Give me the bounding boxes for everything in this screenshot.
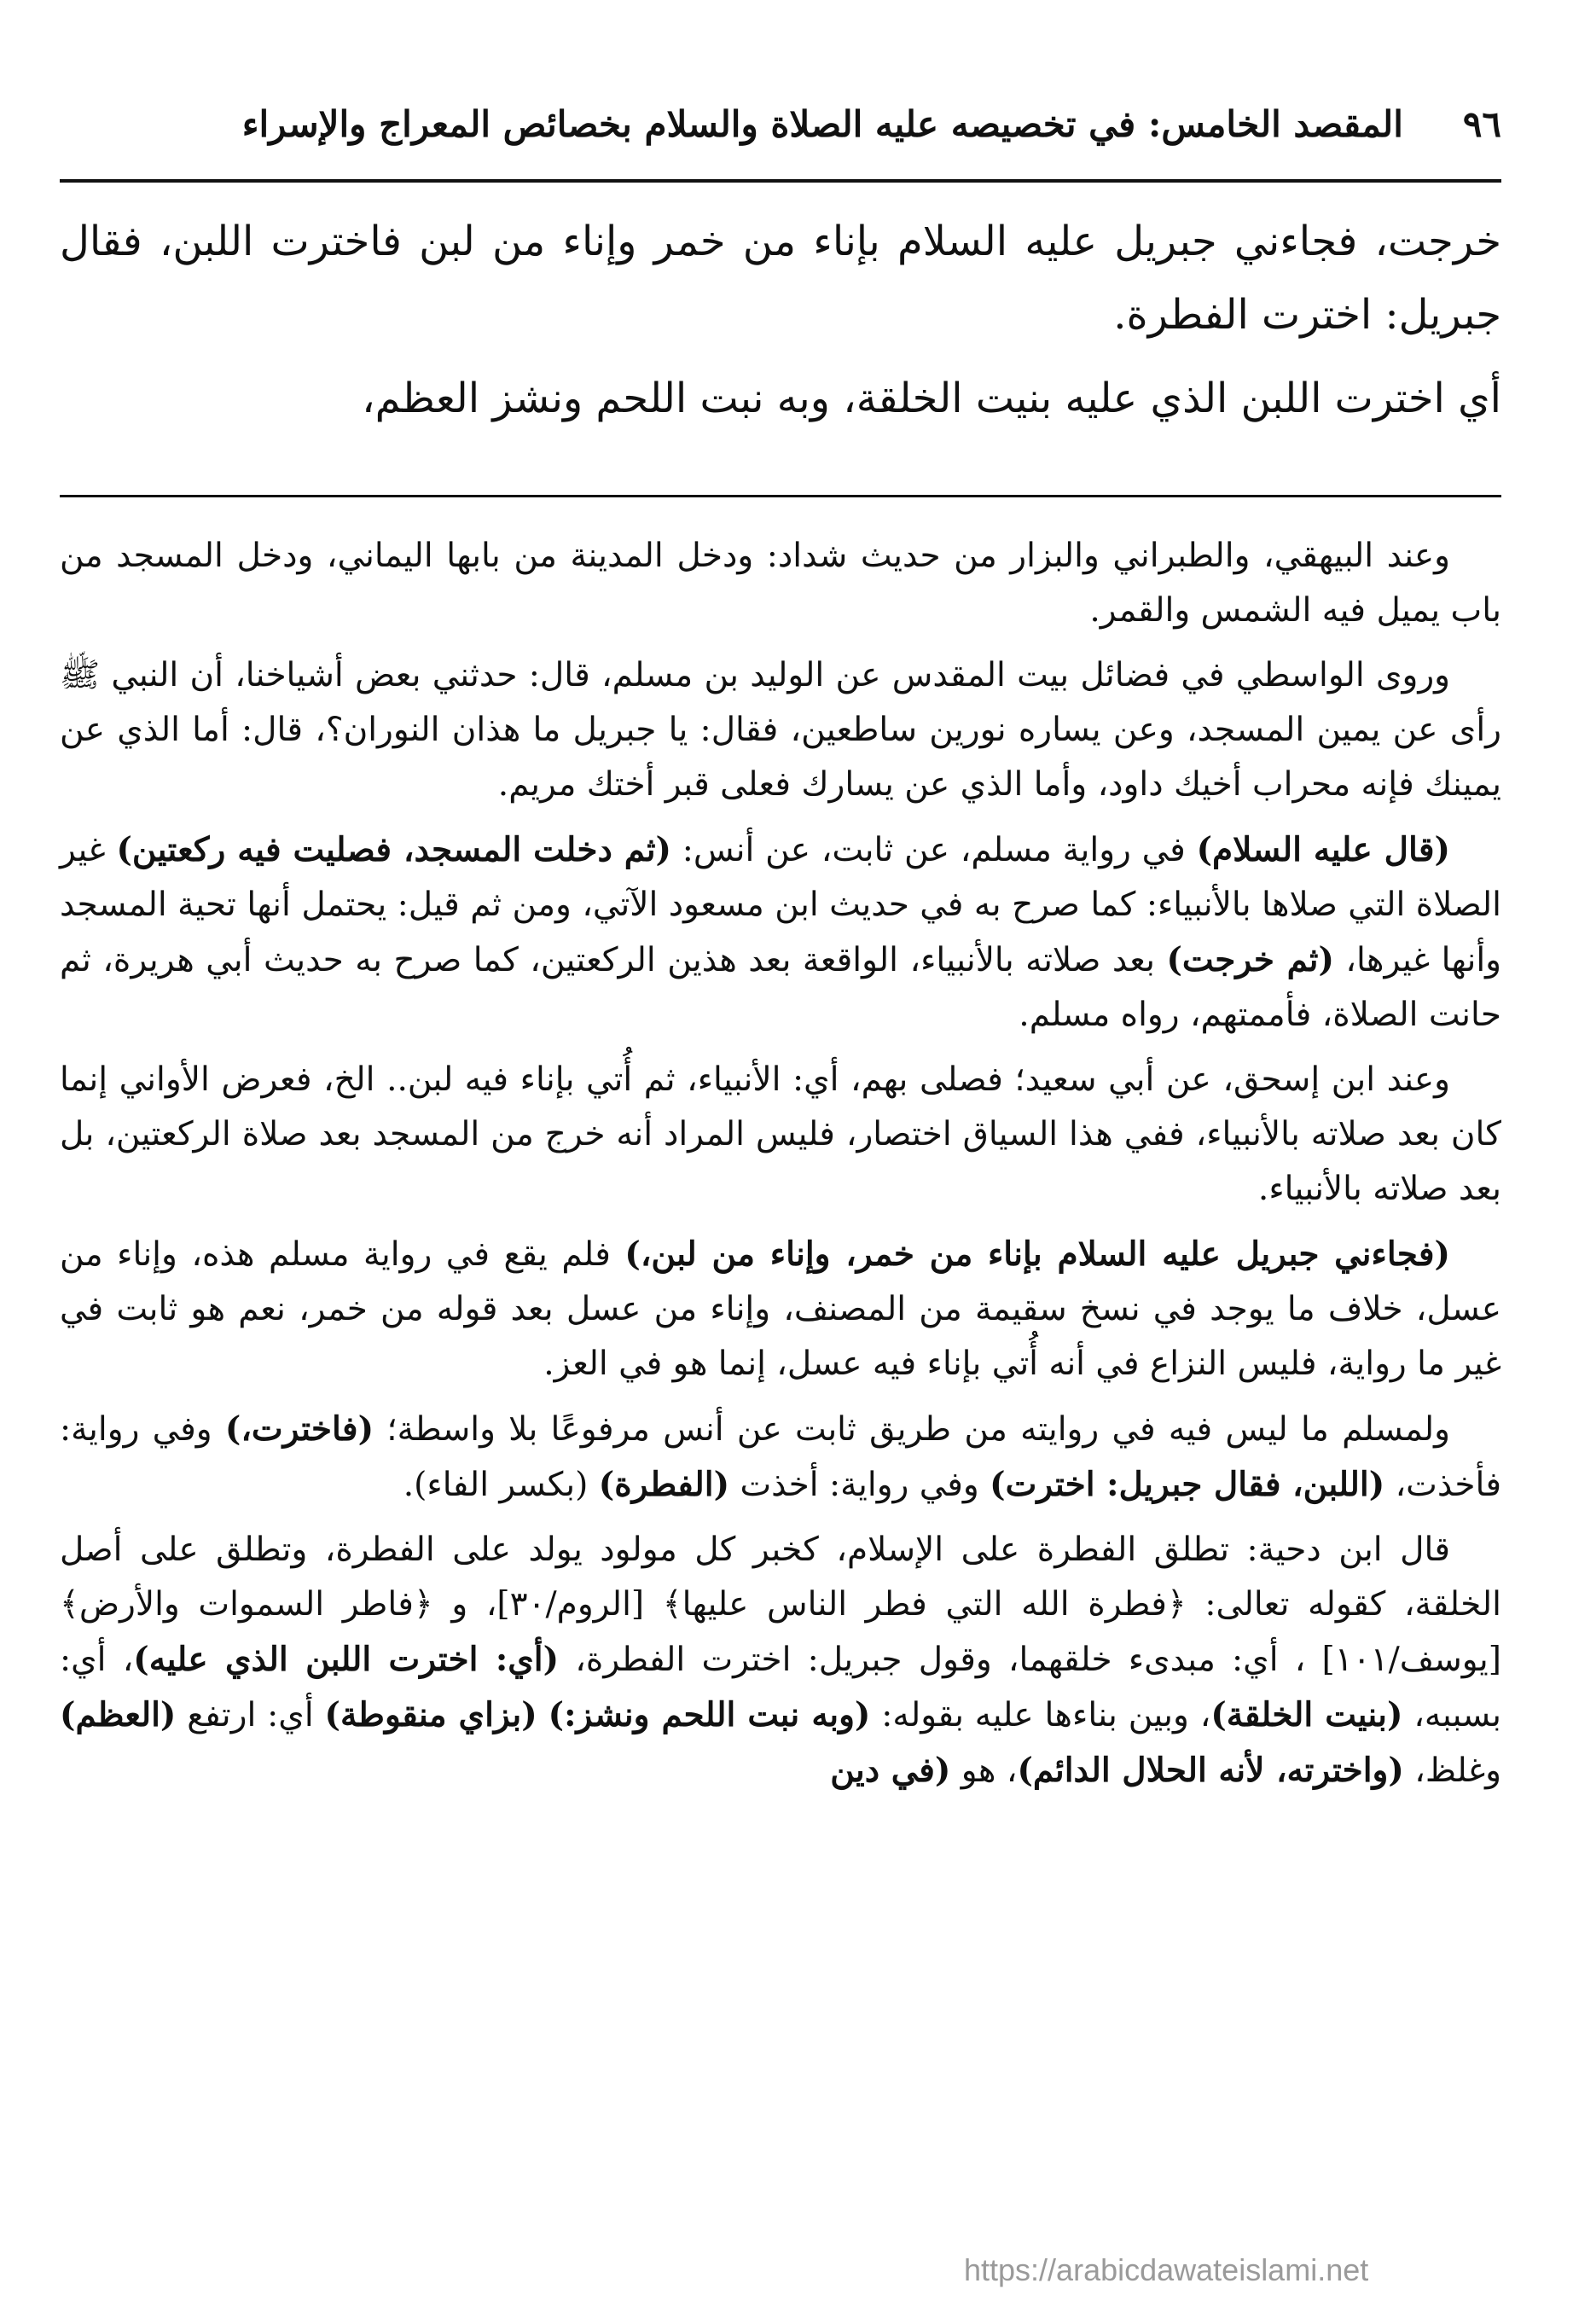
quoted-text: (فاخترت،) xyxy=(224,1409,374,1449)
quoted-text: (بنيت الخلقة) xyxy=(1210,1695,1403,1734)
quoted-text: (في دين xyxy=(830,1751,951,1790)
commentary-text: ، هو xyxy=(950,1752,1018,1790)
page-number: ٩٦ xyxy=(1462,102,1501,145)
source-watermark: https://arabicdawateislami.net xyxy=(964,2252,1369,2287)
quoted-text: (اللبن، فقال جبريل: اخترت) xyxy=(990,1465,1385,1504)
commentary-text: غير الصلاة التي صلاها بالأنبياء: كما صرح به في حديث ابن مسعود الآتي، ومن ثم قيل: يحتمل أنها تحية المسجد وأنها غيرها، xyxy=(60,831,1502,979)
commentary-text xyxy=(537,1696,549,1734)
commentary-text: ، أي: بسببه، xyxy=(60,1641,1502,1734)
quoted-text: (ثم دخلت المسجد، فصليت فيه ركعتين) xyxy=(116,830,672,869)
quoted-text: (واخترته، لأنه الحلال الدائم) xyxy=(1017,1751,1404,1790)
running-title: المقصد الخامس: في تخصيصه عليه الصلاة والسلام بخصائص المعراج والإسراء xyxy=(241,102,1403,145)
commentary-text: وفي رواية: أخذت xyxy=(729,1466,990,1504)
commentary-text: بعد صلاته بالأنبياء، الواقعة بعد هذين الركعتين، كما صرح به حديث أبي هريرة، ثم حانت الصلاة، فأممتهم، رواه مسلم. xyxy=(60,941,1501,1034)
quoted-text: (أي: اخترت اللبن الذي عليه) xyxy=(133,1640,560,1679)
commentary-text: أي: ارتفع xyxy=(176,1696,325,1734)
page-header xyxy=(60,77,1501,171)
commentary-text: وغلظ، xyxy=(1403,1752,1501,1790)
quoted-text: (العظم) xyxy=(60,1695,177,1734)
commentary xyxy=(60,529,1501,1809)
commentary-paragraph xyxy=(60,1227,1501,1391)
commentary-paragraph: وروى الواسطي في فضائل بيت المقدس عن الوليد بن مسلم، قال: حدثني بعض أشياخنا، أن النبي ﷺ رأى عن يمين المسجد، وعن يساره نورين ساطعين، فقال: يا جبريل ما هذان النوران؟، قال: أما الذي عن يمينك فإنه محراب أخيك داود، وأما الذي عن يسارك فعلى قبر أختك مريم. xyxy=(60,656,1501,804)
quoted-text: (ثم خرجت) xyxy=(1166,940,1334,979)
quoted-text: (وبه نبت اللحم ونشز:) xyxy=(548,1695,871,1734)
main-text-line: خرجت، فجاءني جبريل عليه السلام بإناء من خمر وإناء من لبن فاخترت اللبن، فقال جبريل: اخترت الفطرة. xyxy=(60,218,1501,339)
main-text-line: أي اخترت اللبن الذي عليه بنيت الخلقة، وبه نبت اللحم ونشز العظم، xyxy=(362,375,1501,422)
book-page xyxy=(60,51,1501,2269)
commentary-paragraph xyxy=(60,1402,1501,1513)
commentary-text: قال ابن دحية: تطلق الفطرة على الإسلام، كخبر كل مولود يولد على الفطرة، وتطلق على أصل الخلقة، كقوله تعالى: ﴿فطرة الله التي فطر الناس عليها﴾ [الروم/٣٠]، و ﴿فاطر السموات والأرض﴾ [يوسف/١٠١] ، أي: مبدىء خلقهما، وقول جبريل: اخترت الفطرة، xyxy=(60,1531,1501,1679)
quoted-text: (فجاءني جبريل عليه السلام بإناء من خمر، وإناء من لبن،) xyxy=(624,1235,1451,1274)
commentary-text: في رواية مسلم، عن ثابت، عن أنس: xyxy=(671,831,1197,869)
commentary-paragraph: وعند ابن إسحق، عن أبي سعيد؛ فصلى بهم، أي: الأنبياء، ثم أُتي بإناء فيه لبن.. الخ، فعرض الأواني إنما كان بعد صلاته بالأنبياء، ففي هذا السياق اختصار، فليس المراد أنه خرج من المسجد بعد صلاة الركعتين، بل بعد صلاته بالأنبياء. xyxy=(60,1060,1501,1208)
quoted-text: (الفطرة) xyxy=(598,1465,730,1504)
header-divider xyxy=(60,179,1501,183)
commentary-paragraph xyxy=(60,1523,1501,1798)
commentary-divider xyxy=(60,495,1501,497)
main-text xyxy=(60,205,1501,445)
commentary-text: ولمسلم ما ليس فيه في روايته من طريق ثابت عن أنس مرفوعًا بلا واسطة؛ xyxy=(374,1410,1450,1449)
commentary-paragraph xyxy=(60,822,1501,1043)
commentary-text: (بكسر الفاء). xyxy=(403,1466,599,1504)
commentary-text: فلم يقع في رواية مسلم هذه، وإناء من عسل، خلاف ما يوجد في نسخ سقيمة من المصنف، وإناء من عسل بعد قوله من خمر، نعم هو ثابت في غير ما رواية، فليس النزاع في أنه أُتي بإناء فيه عسل، إنما هو في العز. xyxy=(60,1235,1501,1383)
commentary-text: ، وبين بناءها عليه بقوله: xyxy=(870,1696,1211,1734)
commentary-paragraph: وعند البيهقي، والطبراني والبزار من حديث شداد: ودخل المدينة من بابها اليماني، ودخل المسجد من باب يميل فيه الشمس والقمر. xyxy=(60,537,1501,630)
commentary-text: وفي رواية: فأخذت، xyxy=(60,1410,1501,1504)
quoted-text: (قال عليه السلام) xyxy=(1196,830,1450,869)
quoted-text: (بزاي منقوطة) xyxy=(324,1695,537,1734)
